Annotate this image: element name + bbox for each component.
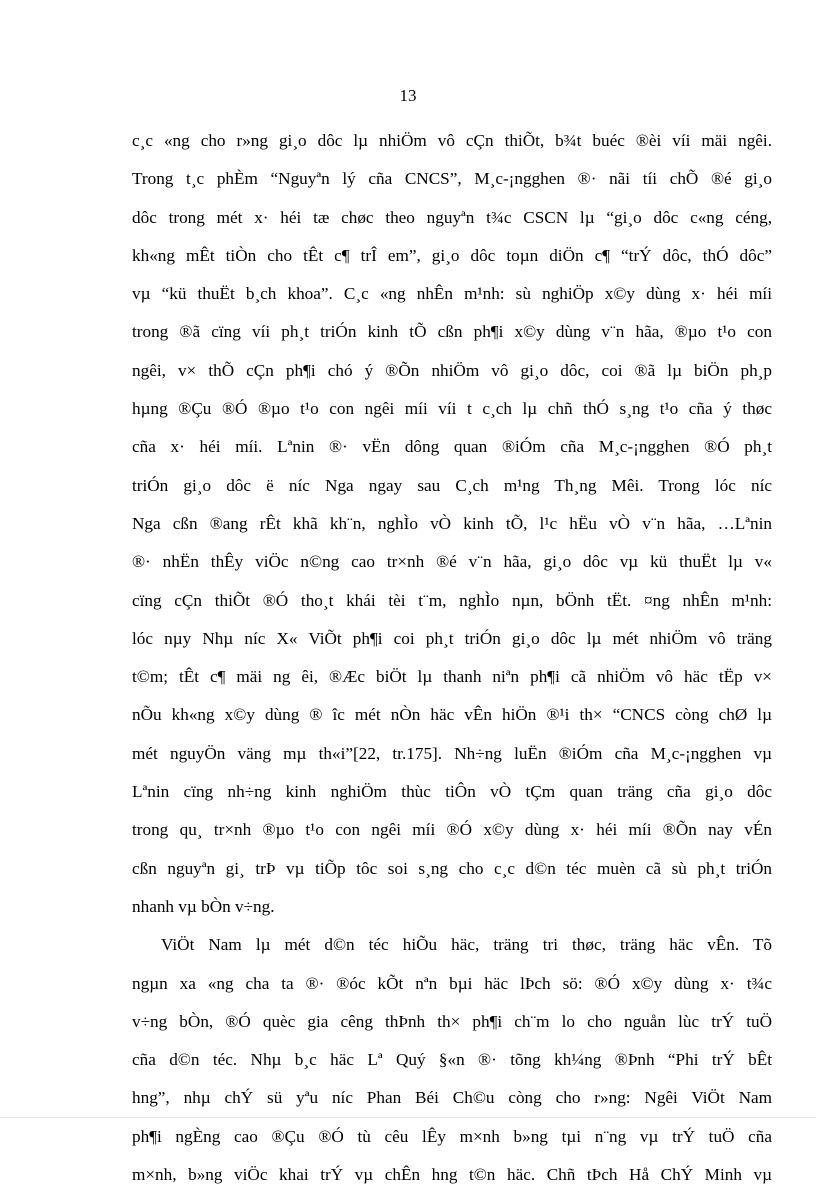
body-text	[132, 130, 772, 1202]
text-line: triÓn gi¸o dôc ë níc Nga ngay sau C¸ch m¹ng Th¸ng Mêi. Trong lóc níc	[132, 475, 772, 495]
text-line: lóc nµy Nhµ níc X« ViÕt ph¶i coi ph¸t triÓn gi¸o dôc lµ mét nhiÖm vô träng	[132, 628, 772, 648]
text-line: Nga cßn ®ang rÊt khã kh¨n, nghÌo vÒ kinh tÕ, l¹c hËu vÒ v¨n hãa, …Lªnin	[132, 513, 772, 533]
text-line: v÷ng bÒn, ®Ó quèc gia cêng thÞnh th× ph¶i ch¨m lo cho nguån lùc trÝ tuÖ	[132, 1011, 772, 1031]
text-line: ngêi, v× thÕ cÇn ph¶i chó ý ®Õn nhiÖm vô gi¸o dôc, coi ®ã lµ biÖn ph¸p	[132, 360, 772, 380]
text-line: ngµn xa «ng cha ta ®· ®óc kÕt nªn bµi häc lÞch sö: ®Ó x©y dùng x· t¾c	[132, 973, 772, 993]
text-line: cßn nguyªn gi¸ trÞ vµ tiÕp tôc soi s¸ng cho c¸c d©n téc muèn cã sù ph¸t triÓn	[132, 858, 772, 878]
text-line: dôc trong mét x· héi tæ chøc theo nguyªn t¾c CSCN lµ “gi¸o dôc c«ng céng,	[132, 207, 772, 227]
text-line: trong qu¸ tr×nh ®µo t¹o con ngêi míi ®Ó x©y dùng x· héi míi ®Õn nay vÉn	[132, 820, 772, 840]
text-line: Lªnin cïng nh÷ng kinh nghiÖm thùc tiÔn vÒ tÇm quan träng cña gi¸o dôc	[132, 782, 772, 802]
text-line: cña x· héi míi. Lªnin ®· vËn dông quan ®iÓm cña M¸c-¡ngghen ®Ó ph¸t	[132, 437, 772, 457]
text-line: hng”, nhµ chÝ sü yªu níc Phan Béi Ch©u còng cho r»ng: Ngêi ViÖt Nam	[132, 1088, 772, 1108]
text-line: ViÖt Nam lµ mét d©n téc hiÕu häc, träng tri thøc, träng häc vÊn. Tõ	[161, 935, 772, 955]
text-line: hµng ®Çu ®Ó ®µo t¹o con ngêi míi víi t c¸ch lµ chñ thÓ s¸ng t¹o cña ý thøc	[132, 399, 772, 419]
text-line: ph¶i ngÈng cao ®Çu ®Ó tù cêu lÊy m×nh b»ng tµi n¨ng vµ trÝ tuÖ cña	[132, 1126, 772, 1146]
text-line: kh«ng mÊt tiÒn cho tÊt c¶ trÎ em”, gi¸o dôc toµn diÖn c¶ “trÝ dôc, thÓ dôc”	[132, 245, 772, 265]
text-line: nÕu kh«ng x©y dùng ® îc mét nÒn häc vÊn hiÖn ®¹i th× “CNCS còng chØ lµ	[132, 705, 772, 725]
text-line: ®· nhËn thÊy viÖc n©ng cao tr×nh ®é v¨n hãa, gi¸o dôc vµ kü thuËt lµ v«	[132, 552, 772, 572]
text-line: t©m; tÊt c¶ mäi ng êi, ®Æc biÖt lµ thanh niªn ph¶i cã nhiÖm vô häc tËp v×	[132, 667, 772, 687]
text-line: cïng cÇn thiÕt ®Ó tho¸t khái tèi t¨m, nghÌo nµn, bÖnh tËt. ¤ng nhÊn m¹nh:	[132, 590, 772, 610]
text-line: nhanh vµ bÒn v÷ng.	[132, 896, 275, 916]
text-line: m×nh, b»ng viÖc khai trÝ vµ chÊn hng t©n häc. Chñ tÞch Hå ChÝ Minh vµ	[132, 1165, 772, 1185]
text-line: trong ®ã cïng víi ph¸t triÓn kinh tÕ cßn ph¶i x©y dùng v¨n hãa, ®µo t¹o con	[132, 322, 772, 342]
paragraph-2	[132, 934, 772, 1202]
text-line: cña d©n téc. Nhµ b¸c häc Lª Quý §«n ®· tõng kh¼ng ®Þnh “Phi trÝ bÊt	[132, 1050, 772, 1070]
text-line: Trong t¸c phÈm “Nguyªn lý cña CNCS”, M¸c-¡ngghen ®· nãi tíi chÕ ®é gi¸o	[132, 169, 772, 189]
paragraph-1	[132, 130, 772, 934]
text-line: c¸c «ng cho r»ng gi¸o dôc lµ nhiÖm vô cÇn thiÕt, b¾t buéc ®èi víi mäi ngêi.	[132, 131, 772, 150]
text-line: mét nguyÖn väng mµ th«i”[22, tr.175]. Nh÷ng luËn ®iÓm cña M¸c-¡ngghen vµ	[132, 743, 772, 763]
text-line: vµ “kü thuËt b¸ch khoa”. C¸c «ng nhÊn m¹nh: sù nghiÖp x©y dùng x· héi míi	[132, 284, 772, 304]
page-bottom-edge	[0, 1117, 816, 1118]
page-number: 13	[399, 86, 417, 105]
